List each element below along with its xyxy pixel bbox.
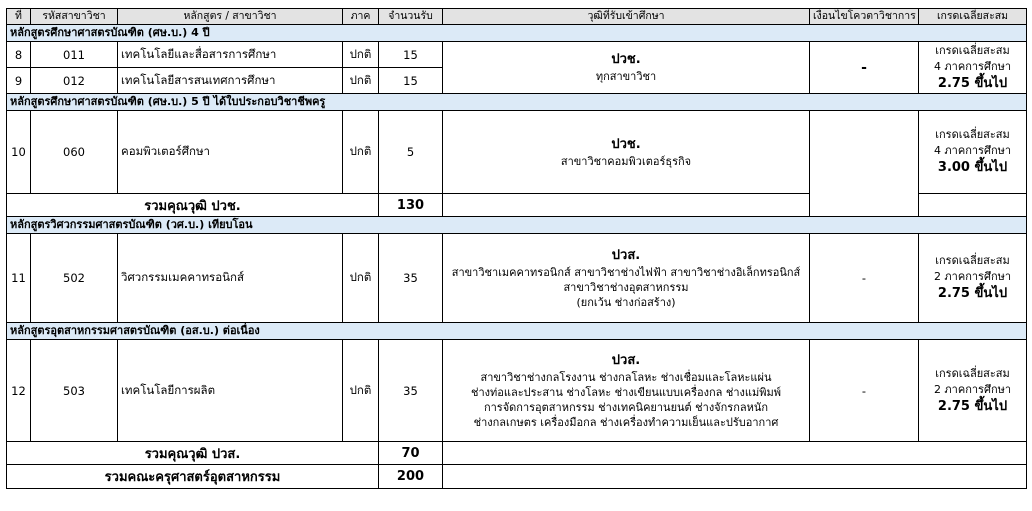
qualification-line: สาขาวิชาช่างกลโรงงาน ช่างกลโลหะ ช่างเชื่อมและโลหะแผ่น (480, 370, 772, 384)
table-row (7, 340, 1027, 442)
row-program: เทคโนโลยีและสื่อสารการศึกษา (118, 42, 343, 68)
gpa-value: 2.75 ขึ้นไป (937, 286, 1008, 301)
header-quota: จำนวนรับ (379, 9, 443, 25)
condition-cell: - (810, 234, 919, 323)
gpa-label: เกรดเฉลี่ยสะสม (935, 128, 1010, 141)
total-empty (443, 194, 810, 217)
section-row (7, 25, 1027, 42)
section-title: หลักสูตรอุตสาหกรรมศาสตรบัณฑิต (อส.บ.) ต่อเนื่อง (7, 323, 1027, 340)
row-no: 11 (7, 234, 31, 323)
total-empty (443, 442, 1027, 465)
table-row (7, 111, 1027, 194)
gpa-value: 3.00 ขึ้นไป (937, 160, 1008, 175)
total-label: รวมคุณวุฒิ ปวส. (7, 442, 379, 465)
admission-table-sheet (6, 8, 1027, 489)
gpa-value: 2.75 ขึ้นไป (937, 75, 1008, 91)
qualification-cell (443, 340, 810, 442)
row-quota: 35 (379, 340, 443, 442)
qualification-level: ปวช. (611, 52, 641, 67)
row-quota: 35 (379, 234, 443, 323)
gpa-cell (919, 42, 1027, 94)
row-term: ปกติ (343, 42, 379, 68)
gpa-label: เกรดเฉลี่ยสะสม (935, 366, 1010, 380)
total-row (7, 442, 1027, 465)
section-row (7, 217, 1027, 234)
qualification-line: ช่างกลเกษตร เครื่องมือกล ช่างเครื่องทำความเย็นและปรับอากาศ (473, 415, 779, 429)
gpa-value: 2.75 ขึ้นไป (937, 398, 1008, 414)
qualification-line: การจัดการอุตสาหกรรม ช่างเทคนิคยานยนต์ ช่างจักรกลหนัก (483, 400, 769, 414)
gpa-label: เกรดเฉลี่ยสะสม (935, 254, 1010, 267)
row-no: 12 (7, 340, 31, 442)
qualification-cell (443, 42, 810, 94)
qualification-level: ปวช. (611, 136, 641, 152)
qualification-cell (443, 111, 810, 194)
gpa-terms: 4 ภาคการศึกษา (933, 59, 1012, 73)
total-empty (443, 465, 1027, 489)
row-no: 9 (7, 68, 31, 94)
grand-total-label: รวมคณะครุศาสตร์อุตสาหกรรม (7, 465, 379, 489)
row-program: เทคโนโลยีการผลิต (118, 340, 343, 442)
row-program: คอมพิวเตอร์ศึกษา (118, 111, 343, 194)
section-title: หลักสูตรศึกษาศาสตรบัณฑิต (ศษ.บ.) 5 ปี ได้ใบประกอบวิชาชีพครู (7, 94, 1027, 111)
header-condition: เงื่อนไขโควตาวิชาการ (810, 9, 919, 25)
table-row (7, 234, 1027, 323)
total-empty (919, 194, 1027, 217)
condition-cell: - (810, 340, 919, 442)
section-title: หลักสูตรศึกษาศาสตรบัณฑิต (ศษ.บ.) 4 ปี (7, 25, 1027, 42)
section-title: หลักสูตรวิศวกรรมศาสตรบัณฑิต (วศ.บ.) เทียบโอน (7, 217, 1027, 234)
gpa-terms: 2 ภาคการศึกษา (933, 270, 1012, 283)
gpa-cell (919, 111, 1027, 194)
qualification-line: (ยกเว้น ช่างก่อสร้าง) (576, 295, 676, 309)
total-value: 70 (379, 442, 443, 465)
row-quota: 5 (379, 111, 443, 194)
gpa-cell (919, 340, 1027, 442)
gpa-cell (919, 234, 1027, 323)
condition-cell: - (810, 42, 919, 94)
row-term: ปกติ (343, 68, 379, 94)
admission-quota-table (6, 8, 1027, 489)
qualification-cell (443, 234, 810, 323)
gpa-terms: 2 ภาคการศึกษา (933, 382, 1012, 396)
row-code: 502 (31, 234, 118, 323)
row-quota: 15 (379, 68, 443, 94)
header-gpa: เกรดเฉลี่ยสะสม (919, 9, 1027, 25)
gpa-label: เกรดเฉลี่ยสะสม (935, 43, 1010, 57)
header-qualification: วุฒิที่รับเข้าศึกษา (443, 9, 810, 25)
header-row (7, 9, 1027, 25)
header-term: ภาค (343, 9, 379, 25)
qualification-line: สาขาวิชาเมคคาทรอนิกส์ สาขาวิชาช่างไฟฟ้า สาขาวิชาช่างอิเล็กทรอนิกส์ (451, 265, 801, 279)
qualification-line: สาขาวิชาคอมพิวเตอร์ธุรกิจ (560, 154, 692, 168)
row-code: 060 (31, 111, 118, 194)
row-no: 10 (7, 111, 31, 194)
row-code: 011 (31, 42, 118, 68)
grand-total-row (7, 465, 1027, 489)
qualification-line: สาขาวิชาช่างอุตสาหกรรม (563, 280, 689, 294)
condition-cell-empty (810, 111, 919, 217)
qualification-level: ปวส. (611, 247, 641, 263)
row-term: ปกติ (343, 340, 379, 442)
qualification-line: ช่างท่อและประสาน ช่างโลหะ ช่างเขียนแบบเครื่องกล ช่างแม่พิมพ์ (471, 385, 781, 399)
total-value: 130 (379, 194, 443, 217)
row-term: ปกติ (343, 111, 379, 194)
qualification-line: ทุกสาขาวิชา (595, 70, 657, 83)
table-row (7, 42, 1027, 68)
header-code: รหัสสาขาวิชา (31, 9, 118, 25)
qualification-level: ปวส. (611, 352, 641, 368)
total-label: รวมคุณวุฒิ ปวช. (7, 194, 379, 217)
header-program: หลักสูตร / สาขาวิชา (118, 9, 343, 25)
row-code: 503 (31, 340, 118, 442)
row-program: เทคโนโลยีสารสนเทศการศึกษา (118, 68, 343, 94)
row-no: 8 (7, 42, 31, 68)
grand-total-value: 200 (379, 465, 443, 489)
gpa-terms: 4 ภาคการศึกษา (933, 144, 1012, 157)
section-row (7, 323, 1027, 340)
section-row (7, 94, 1027, 111)
row-code: 012 (31, 68, 118, 94)
row-term: ปกติ (343, 234, 379, 323)
row-program: วิศวกรรมเมคคาทรอนิกส์ (118, 234, 343, 323)
row-quota: 15 (379, 42, 443, 68)
header-no: ที่ (7, 9, 31, 25)
